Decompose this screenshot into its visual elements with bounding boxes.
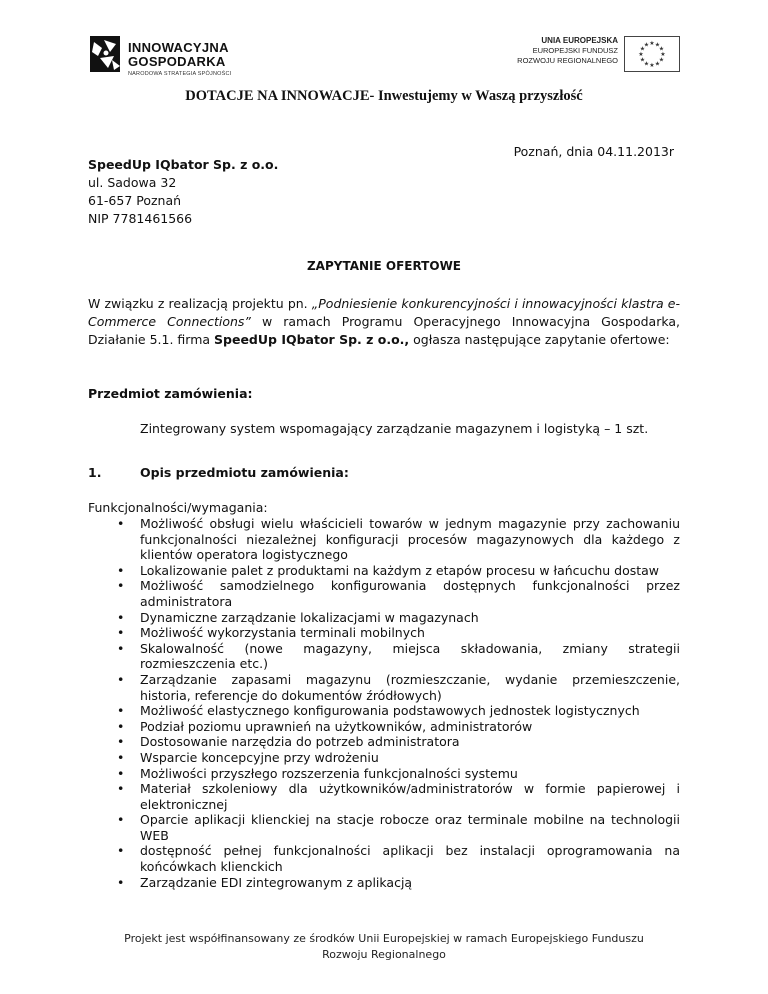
list-item-text: Podział poziomu uprawnień na użytkowników, administratorów: [140, 718, 533, 734]
section-title: Opis przedmiotu zamówienia:: [140, 465, 349, 480]
intro-project-name: „Podniesienie konkurencyjności i innowacyjności klastra e-Commerce Connections”: [88, 296, 680, 329]
list-item-text: Wsparcie koncepcyjne przy wdrożeniu: [140, 749, 379, 765]
eu-star-icon: ★: [658, 45, 665, 53]
bullet-icon: •: [117, 765, 125, 781]
sender-address: [88, 156, 278, 228]
list-item-text: Dostosowanie narzędzia do potrzeb administratora: [140, 734, 460, 750]
eu-star-icon: ★: [649, 40, 655, 47]
eu-flag-icon: [624, 36, 680, 72]
logo-left-line3: NARODOWA STRATEGIA SPÓJNOŚCI: [128, 71, 232, 77]
eu-logo-line2: EUROPEJSKI FUNDUSZ: [532, 46, 618, 55]
intro-company: SpeedUp IQbator Sp. z o.o.,: [214, 332, 410, 347]
bullet-icon: •: [117, 749, 125, 765]
bullet-icon: •: [117, 718, 125, 734]
bullet-icon: •: [117, 703, 125, 719]
subject-text: Zintegrowany system wspomagający zarządzanie magazynem i logistyką – 1 szt.: [140, 421, 649, 436]
list-item: [88, 641, 680, 672]
list-item-text: Oparcie aplikacji klienckiej na stacje robocze oraz terminale mobilne na technologii WEB: [140, 812, 680, 843]
nip-number: NIP 7781461566: [88, 211, 193, 226]
intro-part1: W związku z realizacją projektu pn.: [88, 296, 312, 311]
eu-star-icon: ★: [658, 56, 665, 64]
bullet-icon: •: [117, 578, 125, 594]
bullet-icon: •: [117, 640, 125, 656]
list-item-text: Zarządzanie EDI zintegrowanym z aplikacją: [140, 874, 413, 890]
list-item: [88, 719, 680, 735]
eu-logo-line1: UNIA EUROPEJSKA: [541, 36, 618, 45]
logo-left-line1: INNOWACYJNA: [128, 40, 229, 55]
eu-star-icon: ★: [643, 41, 650, 49]
eu-logo-line3: ROZWOJU REGIONALNEGO: [517, 56, 618, 65]
section-number: 1.: [88, 465, 102, 480]
requirements-label: Funkcjonalności/wymagania:: [88, 500, 268, 515]
document-date: Poznań, dnia 04.11.2013r: [513, 144, 674, 159]
list-item: [88, 563, 680, 579]
eu-star-icon: ★: [654, 41, 661, 49]
eu-star-icon: ★: [649, 62, 655, 69]
list-item: [88, 703, 680, 719]
list-item: [88, 750, 680, 766]
eu-star-icon: ★: [660, 51, 666, 58]
list-item-text: Lokalizowanie palet z produktami na każdym z etapów procesu w łańcuchu dostaw: [140, 562, 660, 578]
list-item-text: Możliwość wykorzystania terminali mobilnych: [140, 625, 425, 641]
bullet-icon: •: [117, 516, 125, 531]
footer-line2: Rozwoju Regionalnego: [322, 948, 446, 961]
requirements-list: [88, 516, 680, 890]
eu-star-icon: ★: [639, 45, 646, 53]
list-item: [88, 672, 680, 703]
street-address: ul. Sadowa 32: [88, 175, 177, 190]
eu-star-icon: ★: [639, 56, 646, 64]
company-name: SpeedUp IQbator Sp. z o.o.: [88, 157, 279, 172]
eu-star-icon: ★: [643, 60, 650, 68]
list-item: [88, 625, 680, 641]
intro-part3: ogłasza następujące zapytanie ofertowe:: [409, 332, 670, 347]
page-footer: [0, 931, 768, 963]
list-item-text: Zarządzanie zapasami magazynu (rozmieszczanie, wydanie przemieszczenie, historia, referencje do dokumentów źródłowych): [140, 671, 680, 703]
city-address: 61-657 Poznań: [88, 193, 182, 208]
list-item: [88, 812, 680, 843]
footer-line1: Projekt jest współfinansowany ze środków Unii Europejskiej w ramach Europejskiego Funduszu: [124, 932, 644, 945]
eu-logo: [490, 34, 680, 74]
bullet-icon: •: [117, 562, 125, 578]
bullet-icon: •: [117, 812, 125, 828]
bullet-icon: •: [117, 874, 125, 890]
eu-star-icon: ★: [638, 51, 644, 58]
bullet-icon: •: [117, 609, 125, 625]
subject-heading: Przedmiot zamówienia:: [88, 386, 253, 401]
list-item: [88, 875, 680, 891]
intro-paragraph: [88, 295, 680, 349]
list-item: [88, 843, 680, 874]
list-item-text: Możliwość obsługi wielu właścicieli towarów w jednym magazynie przy zachowaniu funkcjonalności niezależnej konfiguracji procesów magazynowych dla każdego z klientów operatora logistycznego: [140, 516, 680, 563]
bullet-icon: •: [117, 625, 125, 641]
list-item-text: Dynamiczne zarządzanie lokalizacjami w magazynach: [140, 609, 479, 625]
list-item: [88, 734, 680, 750]
list-item: [88, 610, 680, 626]
logo-left-line2: GOSPODARKA: [128, 54, 226, 69]
innowacyjna-gospodarka-logo: [88, 32, 268, 80]
list-item-text: Materiał szkoleniowy dla użytkowników/administratorów w formie papierowej i elektronicznej: [140, 781, 680, 812]
list-item-text: Możliwości przyszłego rozszerzenia funkcjonalności systemu: [140, 765, 518, 781]
list-item-text: Możliwość samodzielnego konfigurowania dostępnych funkcjonalności przez administratora: [140, 578, 680, 609]
innowacyjna-gospodarka-emblem-icon: [88, 32, 124, 76]
bullet-icon: •: [117, 671, 125, 687]
page-headline: DOTACJE NA INNOWACJE- Inwestujemy w Waszą przyszłość: [185, 88, 583, 104]
section-heading: [88, 465, 349, 480]
list-item: [88, 781, 680, 812]
list-item-text: Skalowalność (nowe magazyny, miejsca składowania, zmiany strategii rozmieszczenia etc.): [140, 640, 680, 672]
list-item-text: dostępność pełnej funkcjonalności aplikacji bez instalacji oprogramowania na końcówkach klienckich: [140, 843, 680, 875]
bullet-icon: •: [117, 734, 125, 750]
list-item: [88, 516, 680, 563]
bullet-icon: •: [117, 781, 125, 797]
list-item-text: Możliwość elastycznego konfigurowania podstawowych jednostek logistycznych: [140, 703, 640, 719]
list-item: [88, 578, 680, 609]
document-title: ZAPYTANIE OFERTOWE: [306, 259, 461, 273]
eu-logo-text: [517, 36, 618, 66]
bullet-icon: •: [117, 843, 125, 859]
list-item: [88, 766, 680, 782]
intro-part2: w ramach Programu Operacyjnego Innowacyjna Gospodarka, Działanie 5.1. firma: [88, 314, 681, 347]
eu-star-icon: ★: [654, 60, 661, 68]
